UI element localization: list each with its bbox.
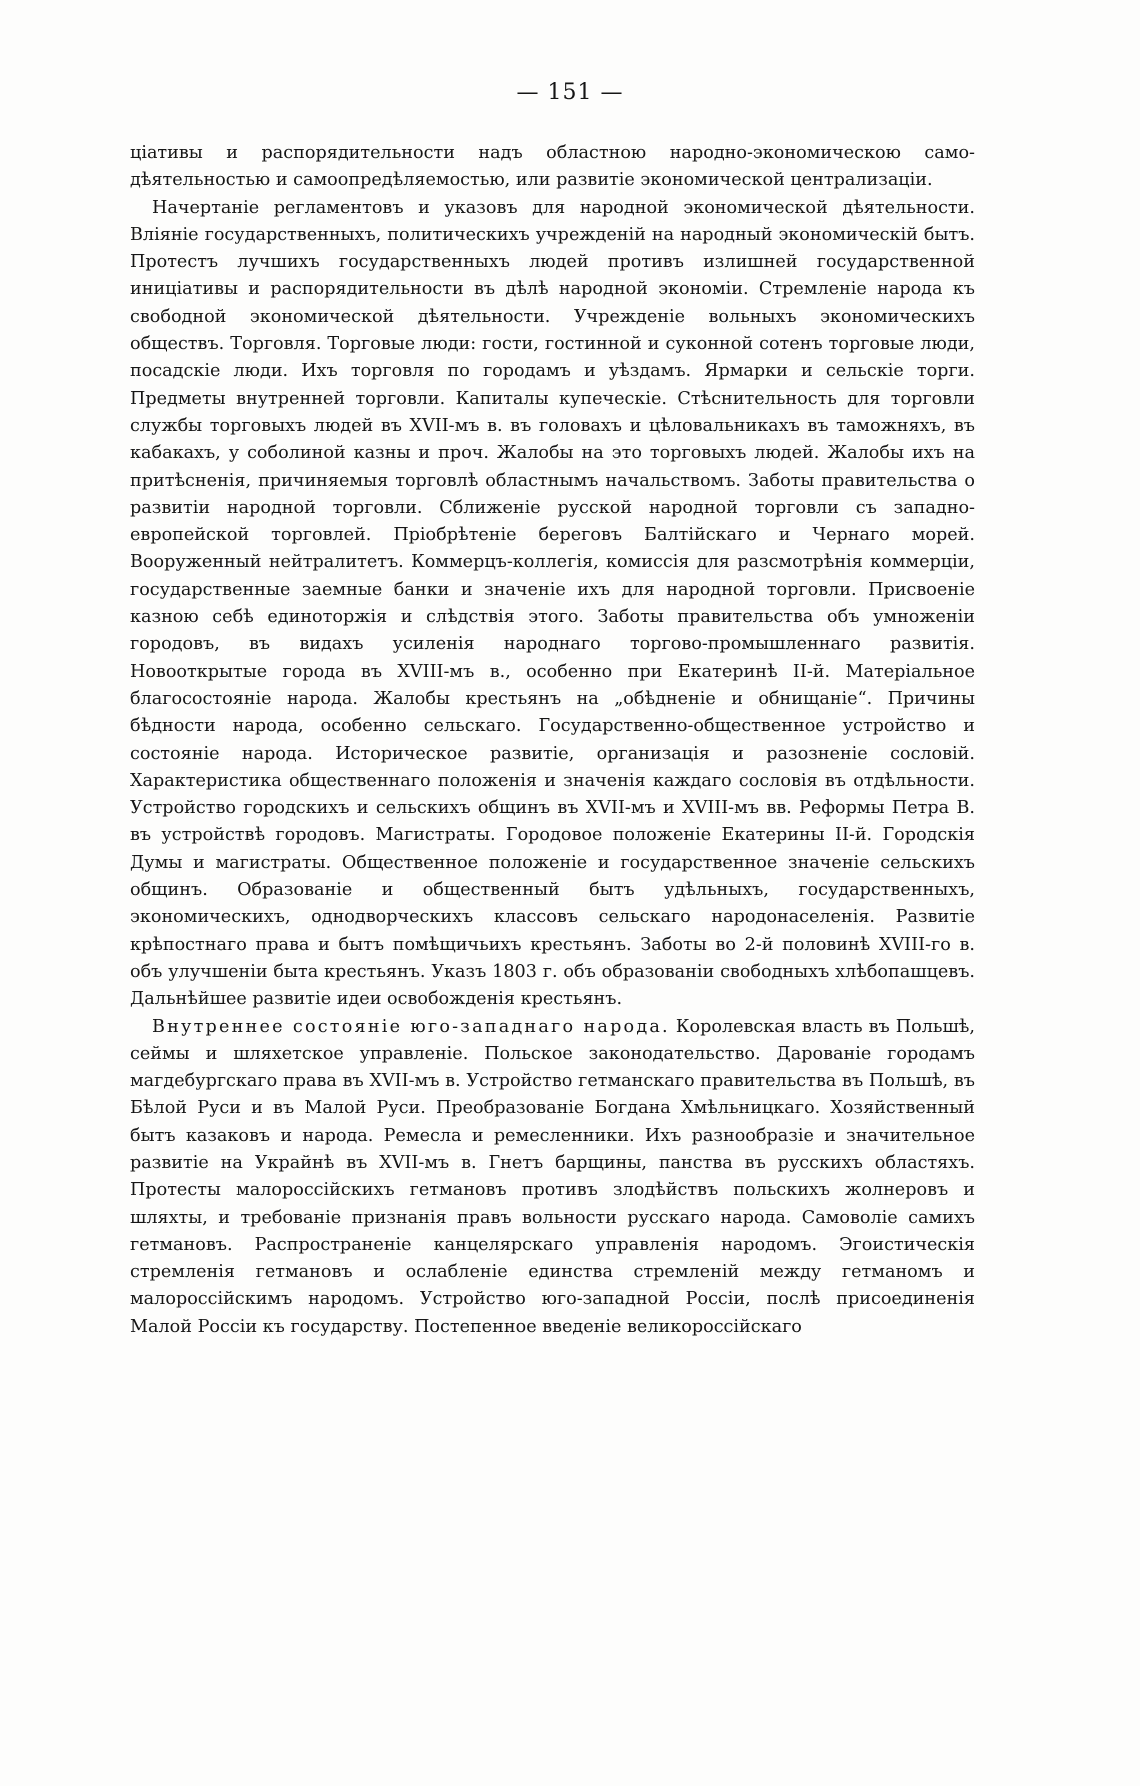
paragraph-continuation: ціативы и распорядительности надъ областною народно-экономическою самодѣятельностью и самоопредѣляемостью, или развитіе экономической централизаціи.: [130, 143, 975, 191]
paragraph-lead-phrase: Внутреннее состояніе юго-западнаго народа.: [152, 1016, 670, 1037]
paragraph-body: Королевская власть въ Польшѣ, сеймы и шляхетское управленіе. Польское законодательство. Дарованіе городамъ магдебургскаго права въ XVII-мъ в. Устройство гетманскаго правительства въ Польшѣ, въ Бѣлой Руси и въ Малой Руси. Преобразованіе Богдана Хмѣльницкаго. Хозяйственный бытъ казаковъ и народа. Ремесла и ремесленники. Ихъ разнообразіе и значительное развитіе на Украйнѣ въ XVII-мъ в. Гнетъ барщины, панства въ русскихъ областяхъ. Протесты малороссійскихъ гетмановъ противъ злодѣйствъ польскихъ жолнеровъ и шляхты, и требованіе признанія правъ вольности русскаго народа. Самоволіе самихъ гетмановъ. Распространеніе канцелярскаго управленія народомъ. Эгоистическія стремленія гетмановъ и ослабленіе единства стремленій между гетманомъ и малороссійскимъ народомъ. Устройство юго-западной Россіи, послѣ присоединенія Малой Россіи къ государству. Постепенное введеніе великороссійскаго: [130, 1016, 976, 1337]
page-number: — 151 —: [516, 80, 624, 105]
body-text: [130, 140, 975, 1341]
paragraph-southwest-people: [130, 1014, 975, 1342]
paragraph-trade-and-estates: Начертаніе регламентовъ и указовъ для народной экономической дѣятельности. Вліяніе государственныхъ, политическихъ учрежденій на народный экономическій бытъ. Протестъ лучшихъ государственныхъ людей противъ излишней государственной иниціативы и распорядительности въ дѣлѣ народной экономіи. Стремленіе народа къ свободной экономической дѣятельности. Учрежденіе вольныхъ экономическихъ обществъ. Торговля. Торговые люди: гости, гостинной и суконной сотенъ торговые люди, посадскіе люди. Ихъ торговля по городамъ и уѣздамъ. Ярмарки и сельскіе торги. Предметы внутренней торговли. Капиталы купеческіе. Стѣснительность для торговли службы торговыхъ людей въ XVII-мъ в. въ головахъ и цѣловальникахъ въ таможняхъ, въ кабакахъ, у соболиной казны и проч. Жалобы на это торговыхъ людей. Жалобы ихъ на притѣсненія, причиняемыя торговлѣ областнымъ начальствомъ. Заботы правительства о развитіи народной торговли. Сближеніе русской народной торговли съ западно-европейской торговлей. Пріобрѣтеніе береговъ Балтійскаго и Чернаго морей. Вооруженный нейтралитетъ. Коммерцъ-коллегія, комиссія для разсмотрѣнія коммерціи, государственные заемные банки и значеніе ихъ для народной торговли. Присвоеніе казною себѣ единоторжія и слѣдствія этого. Заботы правительства объ умноженіи городовъ, въ видахъ усиленія народнаго торгово-промышленнаго развитія. Новооткрытые города въ XVIII-мъ в., особенно при Екатеринѣ II-й. Матеріальное благосостояніе народа. Жалобы крестьянъ на „обѣдненіе и обнищаніе“. Причины бѣдности народа, особенно сельскаго. Государственно-общественное устройство и состояніе народа. Историческое развитіе, организація и разозненіе сословій. Характеристика общественнаго положенія и значенія каждаго сословія въ отдѣльности. Устройство городскихъ и сельскихъ общинъ въ XVII-мъ и XVIII-мъ вв. Реформы Петра В. въ устройствѣ городовъ. Магистраты. Городовое положеніе Екатерины II-й. Городскія Думы и магистраты. Общественное положеніе и государственное значеніе сельскихъ общинъ. Образованіе и общественный бытъ удѣльныхъ, государственныхъ, экономическихъ, однодворческихъ классовъ сельскаго народонаселенія. Развитіе крѣпостнаго права и бытъ помѣщичьихъ крестьянъ. Заботы во 2-й половинѣ XVIII-го в. объ улучшеніи быта крестьянъ. Указъ 1803 г. объ образованіи свободныхъ хлѣбопашцевъ. Дальнѣйшее развитіе идеи освобожденія крестьянъ.: [130, 197, 975, 1010]
